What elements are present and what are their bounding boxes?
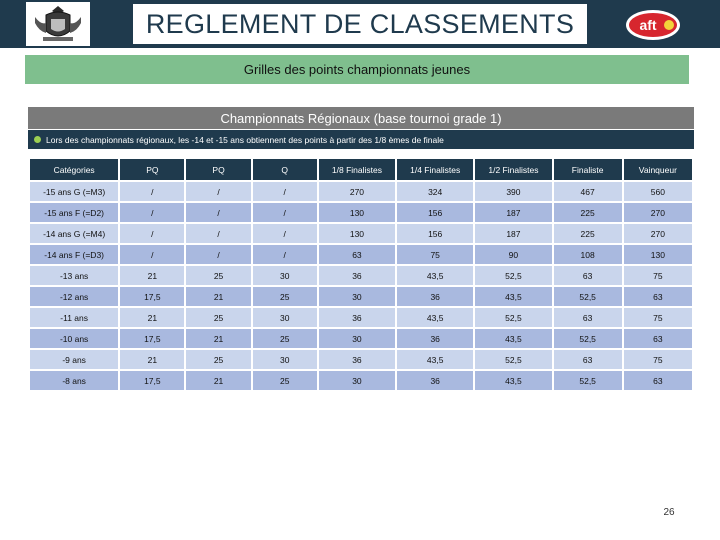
points-cell: 43,5 xyxy=(397,308,473,327)
col-header: PQ xyxy=(186,159,250,180)
col-header: 1/2 Finalistes xyxy=(475,159,551,180)
points-cell: 30 xyxy=(253,308,317,327)
points-cell: 52,5 xyxy=(475,266,551,285)
points-cell: 52,5 xyxy=(554,371,622,390)
points-cell: 30 xyxy=(253,266,317,285)
col-header: Vainqueur xyxy=(624,159,692,180)
points-cell: 90 xyxy=(475,245,551,264)
category-cell: -15 ans F (=D2) xyxy=(30,203,118,222)
page-title: REGLEMENT DE CLASSEMENTS xyxy=(145,8,575,39)
crest-icon xyxy=(29,3,87,45)
points-cell: 36 xyxy=(397,287,473,306)
points-cell: 17,5 xyxy=(120,329,184,348)
points-cell: 30 xyxy=(253,350,317,369)
table-row xyxy=(30,350,692,369)
col-header: Catégories xyxy=(30,159,118,180)
points-cell: 63 xyxy=(554,350,622,369)
section-heading xyxy=(28,107,694,129)
points-cell: 225 xyxy=(554,224,622,243)
points-cell: / xyxy=(186,224,250,243)
points-cell: 156 xyxy=(397,203,473,222)
points-cell: 225 xyxy=(554,203,622,222)
points-table xyxy=(28,157,694,392)
points-cell: 25 xyxy=(253,371,317,390)
points-cell: / xyxy=(120,224,184,243)
aft-logo xyxy=(624,8,682,42)
points-cell: 52,5 xyxy=(475,350,551,369)
col-header: Finaliste xyxy=(554,159,622,180)
table-row xyxy=(30,203,692,222)
top-bar xyxy=(0,0,720,48)
points-cell: 43,5 xyxy=(397,350,473,369)
aft-logo-text: aft xyxy=(639,17,657,33)
points-cell: 43,5 xyxy=(475,329,551,348)
points-cell: 156 xyxy=(397,224,473,243)
table-row xyxy=(30,329,692,348)
points-cell: 270 xyxy=(624,203,692,222)
points-cell: 52,5 xyxy=(554,287,622,306)
category-cell: -13 ans xyxy=(30,266,118,285)
points-cell: 63 xyxy=(554,308,622,327)
category-cell: -10 ans xyxy=(30,329,118,348)
points-cell: 270 xyxy=(319,182,395,201)
points-cell: / xyxy=(253,182,317,201)
points-cell: / xyxy=(186,203,250,222)
col-header: 1/4 Finalistes xyxy=(397,159,473,180)
col-header: Q xyxy=(253,159,317,180)
points-cell: 43,5 xyxy=(475,371,551,390)
title-box xyxy=(133,4,587,44)
category-cell: -12 ans xyxy=(30,287,118,306)
points-cell: 130 xyxy=(319,203,395,222)
points-cell: 390 xyxy=(475,182,551,201)
points-cell: 108 xyxy=(554,245,622,264)
points-cell: 63 xyxy=(319,245,395,264)
points-cell: 17,5 xyxy=(120,287,184,306)
points-cell: / xyxy=(253,224,317,243)
points-cell: 63 xyxy=(624,287,692,306)
points-cell: 63 xyxy=(624,371,692,390)
subtitle-bar xyxy=(25,55,689,84)
points-cell: 75 xyxy=(624,266,692,285)
points-cell: / xyxy=(120,203,184,222)
category-cell: -14 ans F (=D3) xyxy=(30,245,118,264)
points-cell: 130 xyxy=(624,245,692,264)
table-header-row xyxy=(30,159,692,180)
table-row xyxy=(30,308,692,327)
points-cell: 21 xyxy=(186,371,250,390)
points-cell: 52,5 xyxy=(554,329,622,348)
points-cell: / xyxy=(120,245,184,264)
points-cell: 75 xyxy=(624,308,692,327)
points-cell: 52,5 xyxy=(475,308,551,327)
table-row xyxy=(30,224,692,243)
points-cell: 21 xyxy=(186,329,250,348)
points-cell: 130 xyxy=(319,224,395,243)
points-cell: 25 xyxy=(186,308,250,327)
points-cell: 30 xyxy=(319,371,395,390)
note-text: Lors des championnats régionaux, les -14 et -15 ans obtiennent des points à partir des 1/8 èmes de finale xyxy=(46,134,444,145)
crest-logo xyxy=(26,2,90,46)
points-cell: 36 xyxy=(319,308,395,327)
points-cell: 324 xyxy=(397,182,473,201)
points-cell: 25 xyxy=(253,287,317,306)
category-cell: -14 ans G (=M4) xyxy=(30,224,118,243)
points-cell: 36 xyxy=(397,371,473,390)
table-row xyxy=(30,266,692,285)
points-cell: 63 xyxy=(624,329,692,348)
category-cell: -9 ans xyxy=(30,350,118,369)
section-title: Championnats Régionaux (base tournoi grade 1) xyxy=(220,110,502,126)
category-cell: -11 ans xyxy=(30,308,118,327)
points-cell: 36 xyxy=(319,266,395,285)
table-row xyxy=(30,182,692,201)
points-cell: 36 xyxy=(397,329,473,348)
points-cell: 36 xyxy=(319,350,395,369)
points-cell: 43,5 xyxy=(397,266,473,285)
points-cell: / xyxy=(186,182,250,201)
points-cell: 25 xyxy=(186,350,250,369)
points-cell: 560 xyxy=(624,182,692,201)
points-cell: / xyxy=(253,245,317,264)
points-cell: / xyxy=(253,203,317,222)
points-cell: 30 xyxy=(319,329,395,348)
category-cell: -15 ans G (=M3) xyxy=(30,182,118,201)
points-cell: 43,5 xyxy=(475,287,551,306)
table-row xyxy=(30,371,692,390)
points-cell: 21 xyxy=(120,266,184,285)
col-header: 1/8 Finalistes xyxy=(319,159,395,180)
points-cell: 75 xyxy=(397,245,473,264)
points-cell: 21 xyxy=(186,287,250,306)
points-cell: 187 xyxy=(475,203,551,222)
points-cell: 17,5 xyxy=(120,371,184,390)
table-row xyxy=(30,245,692,264)
category-cell: -8 ans xyxy=(30,371,118,390)
points-cell: 21 xyxy=(120,350,184,369)
page-number: 26 xyxy=(663,507,675,518)
points-cell: 187 xyxy=(475,224,551,243)
points-cell: 25 xyxy=(253,329,317,348)
subtitle: Grilles des points championnats jeunes xyxy=(243,62,471,77)
section-note xyxy=(28,130,694,149)
col-header: PQ xyxy=(120,159,184,180)
points-cell: / xyxy=(120,182,184,201)
points-cell: 270 xyxy=(624,224,692,243)
points-cell: 467 xyxy=(554,182,622,201)
table-row xyxy=(30,287,692,306)
points-cell: 21 xyxy=(120,308,184,327)
bullet-icon xyxy=(34,136,41,143)
points-cell: / xyxy=(186,245,250,264)
aft-logo-icon xyxy=(624,8,682,42)
points-cell: 63 xyxy=(554,266,622,285)
points-cell: 25 xyxy=(186,266,250,285)
points-cell: 75 xyxy=(624,350,692,369)
points-cell: 30 xyxy=(319,287,395,306)
